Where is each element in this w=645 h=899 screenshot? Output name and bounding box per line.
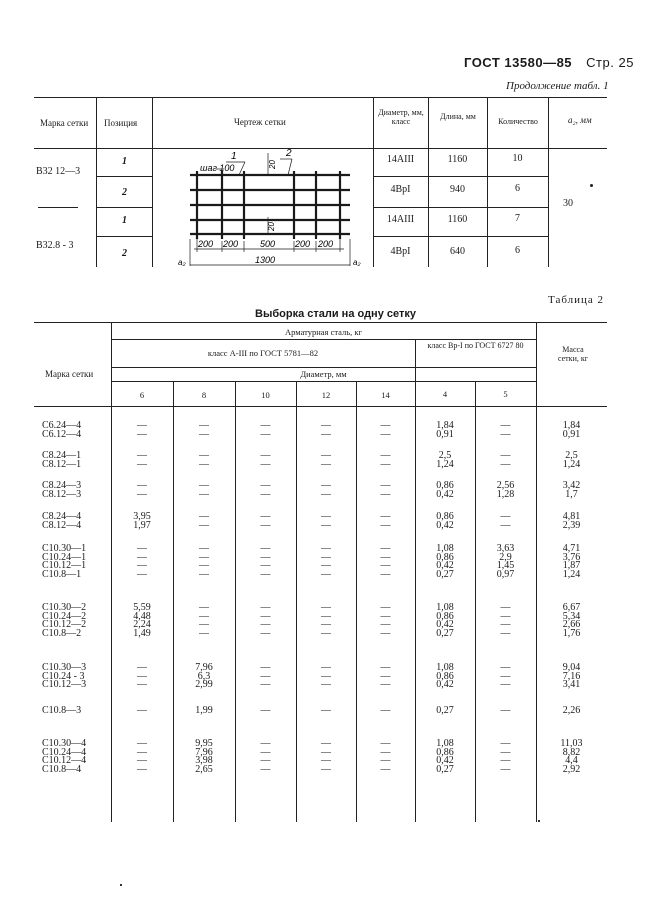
t1-header-a: a₂, мм [568,115,592,125]
t2-cell-d4: 0,27 [436,705,454,716]
t1-length: 640 [450,246,465,257]
t2-row-marks: С10.8—3 [42,705,82,716]
t1-quantity: 7 [515,213,520,224]
t2-cell-d14: — — — — [380,738,391,776]
t1-header-diameter: Диаметр, мм, класс [378,108,424,126]
t2-diameter-8: 8 [201,390,207,400]
standard-title: ГОСТ 13580—85 [464,55,573,70]
t1-length: 1160 [447,154,468,165]
t1-length: 940 [450,184,465,195]
t1-header-length: Длина, мм [440,112,476,121]
drawing-dim-200: 200 [318,239,334,249]
t2-cell-d8: — — [199,480,209,500]
t2-cell-d12: — — [321,480,331,500]
t2-cell-d8: 1,99 [195,705,213,716]
t1-header-position: Позиция [104,118,138,128]
t2-cell-d4: 0,86 0,42 [436,480,454,500]
t2-cell-d14: — — — [380,662,391,691]
t2-cell-d4: 1,08 0,86 0,42 0,27 [436,602,454,640]
t2-cell-d10: — — — [260,662,271,691]
t2-diameter-10: 10 [261,390,270,400]
t1-header-quantity: Количество [498,117,538,126]
t2-cell-d6: — — [137,480,147,500]
t2-cell-d14: — — — — [380,543,391,581]
t2-row-marks: С10.30—1 С10.24—1 С10.12—1 С10.8—1 [42,543,87,581]
t1-length: 1160 [447,214,468,225]
t2-cell-d8: — — [199,450,209,470]
drawing-dim-500: 500 [260,239,276,249]
drawing-dim-200: 200 [295,239,311,249]
t2-cell-d5: 3,63 2,9 1,45 0,97 [496,543,515,581]
t2-cell-mass: 1,84 0,91 [562,420,581,440]
t2-row-marks: С8.24—1 С8.12—1 [42,450,82,470]
t2-diameter-6: 6 [139,390,145,400]
t2-row-marks: С10.30—4 С10.24—4 С10.12—4 С10.8—4 [42,738,87,776]
continuation-note: Продолжение табл. 1 [506,80,609,92]
t2-cell-d14: — [380,705,391,716]
drawing-dim-20-top: 20 [268,160,277,169]
t1-header-drawing: Чертеж сетки [234,117,286,127]
t1-position: 1 [122,215,127,226]
t2-cell-d6: — — — [137,662,147,691]
t2-cell-d10: — — — — [260,738,271,776]
table-2-title: Выборка стали на одну сетку [255,308,416,320]
page-number: Стр. 25 [586,55,634,70]
t2-cell-d4: 0,86 0,42 [436,511,454,531]
t2-cell-d4: 1,08 0,86 0,42 [436,662,454,691]
t2-cell-d4: 1,08 0,86 0,42 0,27 [436,543,454,581]
t1-quantity: 6 [515,245,520,256]
t2-header-mass: Масса сетки, кг [557,345,589,363]
page-header [464,55,634,70]
drawing-label-1: 1 [231,151,237,162]
t2-header-diameter: Диаметр, мм [300,369,347,379]
t2-cell-mass: 9,04 7,16 3,41 [562,662,581,691]
t2-cell-d6: — — — — [137,738,147,776]
t2-cell-d10: — — [260,450,271,470]
t1-mark-1: В32 12—3 [36,166,81,177]
t2-cell-d8: — — — — [199,543,209,581]
t2-diameter-4: 4 [442,389,448,399]
t1-mark-2: В32.8 - 3 [36,240,74,251]
t2-cell-d10: — — — — [260,602,271,640]
t2-cell-d5: — [500,705,511,716]
t2-diameter-12: 12 [321,390,331,400]
print-speck [590,184,593,187]
t1-diameter: 4ВрI [390,184,411,195]
t2-cell-d12: — — [321,450,331,470]
t1-quantity: 6 [515,183,520,194]
t2-cell-d4: 1,84 0,91 [436,420,454,440]
t2-row-marks: С10.30—2 С10.24—2 С10.12—2 С10.8—2 [42,602,87,640]
t1-a-value: 30 [563,198,573,209]
t2-cell-mass: 4,81 2,39 [562,511,581,531]
t2-row-marks: С10.30—3 С10.24 - 3 С10.12—3 [42,662,87,691]
t1-header-mark: Марка сетки [40,118,89,128]
t2-cell-d14: — — [380,420,391,440]
t2-cell-d6: 3,95 1,97 [133,511,151,531]
t2-cell-mass: 2,26 [562,705,581,716]
t2-header-mark: Марка сетки [45,369,94,379]
drawing-dim-20-bottom: 20 [267,222,276,231]
t2-diameter-5: 5 [503,389,508,399]
t2-cell-d10: — — — — [260,543,271,581]
mesh-drawing [160,145,370,267]
t2-row-marks: С8.24—3 С8.12—3 [42,480,82,500]
t2-cell-d10: — — [260,480,271,500]
t2-header-steel: Арматурная сталь, кг [284,327,362,337]
t2-cell-d10: — — [260,511,271,531]
t2-cell-d8: — — — — [199,602,209,640]
drawing-step: шаг 100 [200,163,235,173]
t1-quantity: 10 [512,153,523,164]
t2-cell-d8: — — [199,420,209,440]
t1-position: 2 [122,187,127,198]
t2-cell-d12: — — [321,511,331,531]
t2-header-class-vr1: класс Вр-I по ГОСТ 6727 80 [427,341,524,350]
t2-cell-d5: — — [500,420,511,440]
t2-cell-mass: 11,03 8,82 4,4 2,92 [560,738,583,776]
t2-cell-d12: — — — — [321,738,331,776]
t2-cell-d12: — — — [321,662,331,691]
print-speck [538,820,540,822]
t1-position: 1 [122,156,127,167]
t1-diameter: 14АIII [386,154,415,165]
t2-cell-d10: — — [260,420,271,440]
t2-cell-d14: — — [380,511,391,531]
t2-cell-d5: — — — — [500,738,511,776]
t2-cell-d5: 2,56 1,28 [496,480,515,500]
t2-cell-d12: — [321,705,331,716]
t2-cell-d14: — — [380,450,391,470]
drawing-a-left: a₂ [178,258,186,267]
t2-header-class-a3: класс А-III по ГОСТ 5781—82 [207,348,319,358]
t2-cell-d8: 9,95 7,96 3,98 2,65 [195,738,213,776]
t2-row-marks: С6.24—4 С6.12—4 [42,420,82,440]
t2-cell-d4: 2,5 1,24 [436,450,454,470]
t2-cell-d4: 1,08 0,86 0,42 0,27 [436,738,454,776]
table-2-label: Таблица 2 [548,294,605,306]
t2-row-marks: С8.24—4 С8.12—4 [42,511,82,531]
t2-diameter-14: 14 [381,390,390,400]
t2-cell-d12: — — [321,420,331,440]
t2-cell-d14: — — — — [380,602,391,640]
drawing-dim-200: 200 [198,239,214,249]
t2-cell-d5: — — — — [500,602,511,640]
t2-cell-d6: — — — — [137,543,147,581]
t2-cell-d5: — — [500,450,511,470]
t2-cell-mass: 3,42 1,7 [562,480,581,500]
t2-cell-mass: 6,67 5,34 2,66 1,76 [562,602,581,640]
t2-cell-d10: — [260,705,271,716]
drawing-total: 1300 [255,255,276,265]
t2-cell-d6: — — [137,420,147,440]
t2-cell-mass: 2,5 1,24 [562,450,581,470]
t2-cell-d5: — — [500,511,511,531]
t1-position: 2 [122,248,127,259]
t2-cell-d6: — — [137,450,147,470]
t2-cell-d6: — [137,705,147,716]
drawing-label-2: 2 [286,148,292,159]
drawing-a-right: a₂ [353,258,361,267]
t2-cell-d8: — — [199,511,209,531]
print-speck [120,884,122,886]
t2-cell-d12: — — — — [321,543,331,581]
t2-cell-d12: — — — — [321,602,331,640]
t1-diameter: 14АIII [386,214,415,225]
t2-cell-d6: 5,59 4,48 2,24 1,49 [133,602,151,640]
t2-cell-d14: — — [380,480,391,500]
t2-cell-d5: — — — [500,662,511,691]
drawing-dim-200: 200 [223,239,239,249]
t2-cell-mass: 4,71 3,76 1,87 1,24 [562,543,581,581]
t2-cell-d8: 7,96 6,3 2,99 [195,662,213,691]
t1-diameter: 4ВрI [390,246,411,257]
